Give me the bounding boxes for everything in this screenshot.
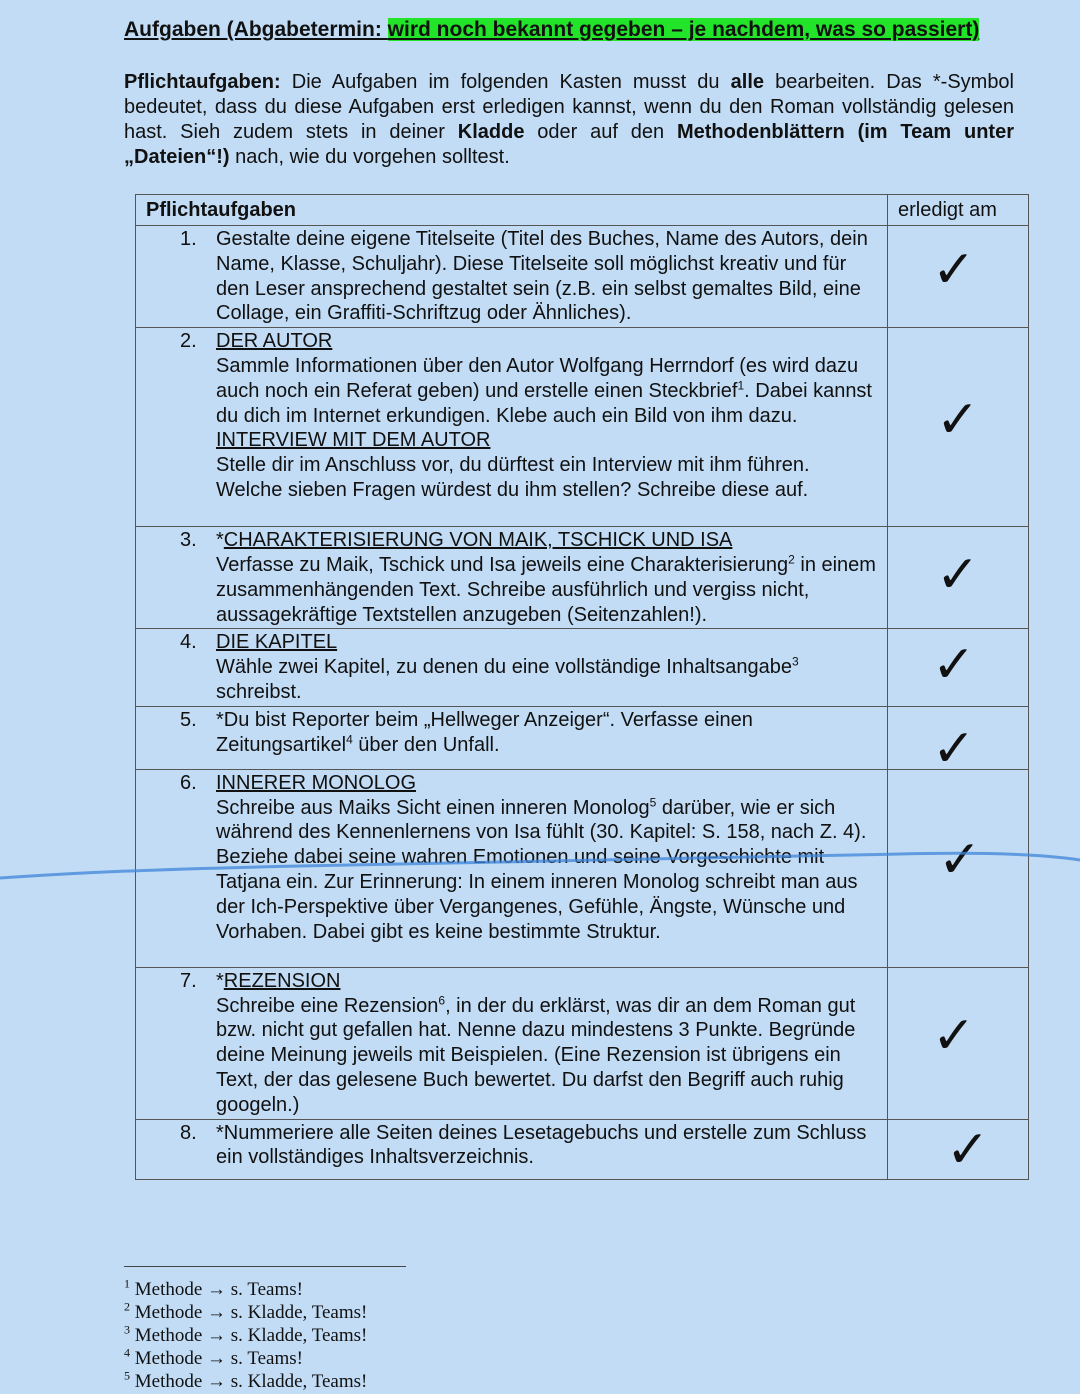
checkmark-icon: ✓ <box>938 829 982 890</box>
intro-paragraph <box>124 70 1014 170</box>
footnote-item <box>124 1301 367 1324</box>
task-number: 1. <box>180 228 197 250</box>
footnote-divider <box>124 1266 406 1267</box>
task-number: 5. <box>180 708 197 731</box>
task-cell <box>136 706 888 769</box>
intro-text-1: Die Aufgaben im folgenden Kasten musst du <box>280 71 731 93</box>
table-row <box>136 226 1029 328</box>
task-title-2: INTERVIEW MIT DEM AUTOR <box>216 429 491 452</box>
task-number: 7. <box>180 969 197 992</box>
footnote-ref: 5 <box>649 794 657 809</box>
intro-bold-3: Methodenblättern (im Team unter „Dateien“!) <box>124 121 1014 168</box>
task-text: Wähle zwei Kapitel, zu denen du eine vollständige Inhaltsangabe <box>216 656 792 679</box>
done-cell <box>888 1119 1029 1179</box>
task-cell <box>136 226 888 328</box>
footnote-item <box>124 1370 367 1393</box>
task-table <box>135 194 1029 1180</box>
table-row <box>136 328 1029 527</box>
table-row <box>136 527 1029 629</box>
task-cell <box>136 527 888 629</box>
table-header-row <box>136 195 1029 226</box>
done-cell <box>888 527 1029 629</box>
footnote-item <box>124 1324 367 1347</box>
task-text-continued: in einem zusammenhängenden Text. Schreibe ausführlich und vergiss nicht, aussagekräftige Textstellen anzugeben (Seitenzahlen!). <box>216 553 876 626</box>
task-title: INNERER MONOLOG <box>216 771 417 794</box>
task-number: 6. <box>180 771 197 794</box>
task-text-continued: . Dabei kannst du dich im Internet erkundigen. Klebe auch ein Bild von ihm dazu. <box>216 379 872 427</box>
footnote-item <box>124 1278 367 1301</box>
intro-text-4: nach, wie du vorgehen solltest. <box>229 146 510 168</box>
task-title-prefix: * <box>216 969 224 992</box>
footnote-number: 5 <box>124 1368 130 1383</box>
task-title: DER AUTOR <box>216 330 333 353</box>
task-text-2: Stelle dir im Anschluss vor, du dürftest ein Interview mit ihm führen. Welche sieben Fragen würdest du ihm stellen? Schreibe diese auf. <box>216 454 810 501</box>
footnote-number: 4 <box>124 1345 130 1360</box>
footnote-number: 3 <box>124 1322 130 1337</box>
footnote-ref: 3 <box>791 654 799 669</box>
checkmark-icon: ✓ <box>932 1005 976 1066</box>
page-heading <box>124 18 979 42</box>
task-text-continued: schreibst. <box>216 680 302 703</box>
checkmark-icon: ✓ <box>932 635 976 696</box>
footnote-text: Methode → s. Teams! <box>134 1279 303 1300</box>
footnotes <box>124 1278 367 1393</box>
task-text-continued: darüber, wie er sich während des Kennenlernens von Isa fühlt (30. Kapitel: S. 158, nach Z. 4). Beziehe dabei seine wahren Emotionen und seine Vorgeschichte mit Tatjana ein. Zur Erinnerung: In einem inneren Monolog schreibt man aus der Ich-Perspektive über Vergangenes, Gefühle, Ängste, Wünsche und Vorhaben. Dabei gibt es keine bestimmte Struktur. <box>216 796 867 943</box>
done-cell <box>888 226 1029 328</box>
checkmark-icon: ✓ <box>936 390 980 451</box>
intro-bold-2: Kladde <box>457 121 525 143</box>
task-text: Sammle Informationen über den Autor Wolfgang Herrndorf (es wird dazu auch noch ein Referat geben) und erstelle einen Steckbrief <box>216 354 859 402</box>
done-cell <box>888 706 1029 779</box>
footnote-number: 2 <box>124 1299 130 1314</box>
checkmark-icon: ✓ <box>936 545 980 606</box>
done-cell <box>888 967 1029 1119</box>
task-cell <box>136 1119 888 1179</box>
task-title: DIE KAPITEL <box>216 631 338 654</box>
done-cell <box>888 629 1029 706</box>
pen-stroke-decoration <box>0 840 1080 880</box>
task-text-continued: über den Unfall. <box>352 733 500 756</box>
header-tasks: Pflichtaufgaben <box>136 195 888 226</box>
checkmark-icon: ✓ <box>932 240 976 300</box>
task-text: Verfasse zu Maik, Tschick und Isa jeweils eine Charakterisierung <box>216 553 789 576</box>
task-text: *Du bist Reporter beim „Hellweger Anzeiger“. Verfasse einen Zeitungsartikel <box>216 708 753 756</box>
footnote-text: Methode → s. Teams! <box>134 1348 303 1369</box>
table-row <box>136 629 1029 706</box>
table-row <box>136 706 1029 769</box>
footnote-ref: 6 <box>438 992 446 1007</box>
task-title-prefix: * <box>216 529 224 552</box>
done-cell <box>888 328 1029 527</box>
task-text: Schreibe aus Maiks Sicht einen inneren Monolog <box>216 796 650 819</box>
task-number: 2. <box>180 330 197 353</box>
footnote-text: Methode → s. Kladde, Teams! <box>134 1325 368 1346</box>
header-done: erledigt am <box>888 195 1029 226</box>
task-cell <box>136 328 888 527</box>
heading-prefix: Aufgaben (Abgabetermin: <box>124 18 388 41</box>
heading-highlight: wird noch bekannt gegeben – je nachdem, was so passiert) <box>387 18 980 41</box>
footnote-text: Methode → s. Kladde, Teams! <box>134 1371 368 1392</box>
checkmark-icon: ✓ <box>946 1119 990 1180</box>
task-text: *Nummeriere alle Seiten deines Lesetagebuchs und erstelle zum Schluss ein vollständiges Inhaltsverzeichnis. <box>216 1121 867 1169</box>
task-title: CHARAKTERISIERUNG VON MAIK, TSCHICK UND ISA <box>223 529 733 552</box>
footnote-item <box>124 1347 367 1370</box>
table-row <box>136 1119 1029 1179</box>
intro-text-2: bearbeiten. Das *-Symbol bedeutet, dass du diese Aufgaben erst erledigen kannst, wenn du den Roman vollständig gelesen hast. Sieh zudem stets in deiner <box>124 71 1015 143</box>
task-cell <box>136 629 888 706</box>
task-title: REZENSION <box>223 969 341 992</box>
table-row <box>136 967 1029 1119</box>
intro-text-3: oder auf den <box>524 121 677 143</box>
task-number: 4. <box>180 631 197 654</box>
footnote-text: Methode → s. Kladde, Teams! <box>134 1302 368 1323</box>
footnote-ref: 4 <box>346 731 353 746</box>
footnote-number: 1 <box>124 1276 130 1291</box>
intro-bold-1: alle <box>730 71 764 93</box>
task-cell <box>136 967 888 1119</box>
task-text: Gestalte deine eigene Titelseite (Titel des Buches, Name des Autors, dein Name, Klasse, Schuljahr). Diese Titelseite soll möglichst kreativ und für den Leser ansprechend gestaltet sein (z.B. ein selbst gemaltes Bild, eine Collage, ein Graffiti-Schriftzug oder Ähnliches). <box>216 228 868 325</box>
intro-label: Pflichtaufgaben: <box>124 71 281 93</box>
footnote-ref: 2 <box>788 552 795 567</box>
task-number: 8. <box>180 1121 197 1144</box>
checkmark-icon: ✓ <box>932 718 976 779</box>
footnote-ref: 1 <box>737 378 745 393</box>
task-number: 3. <box>180 529 197 552</box>
task-text: Schreibe eine Rezension <box>216 994 439 1017</box>
task-text-continued: , in der du erklärst, was dir an dem Roman gut bzw. nicht gut gefallen hat. Nenne dazu mindestens 3 Punkte. Begründe deine Meinung jeweils mit Beispielen. (Eine Rezension ist übrigens ein Text, der das gelesene Buch bewertet. Du darfst den Begriff auch ruhig googeln.) <box>216 994 856 1116</box>
